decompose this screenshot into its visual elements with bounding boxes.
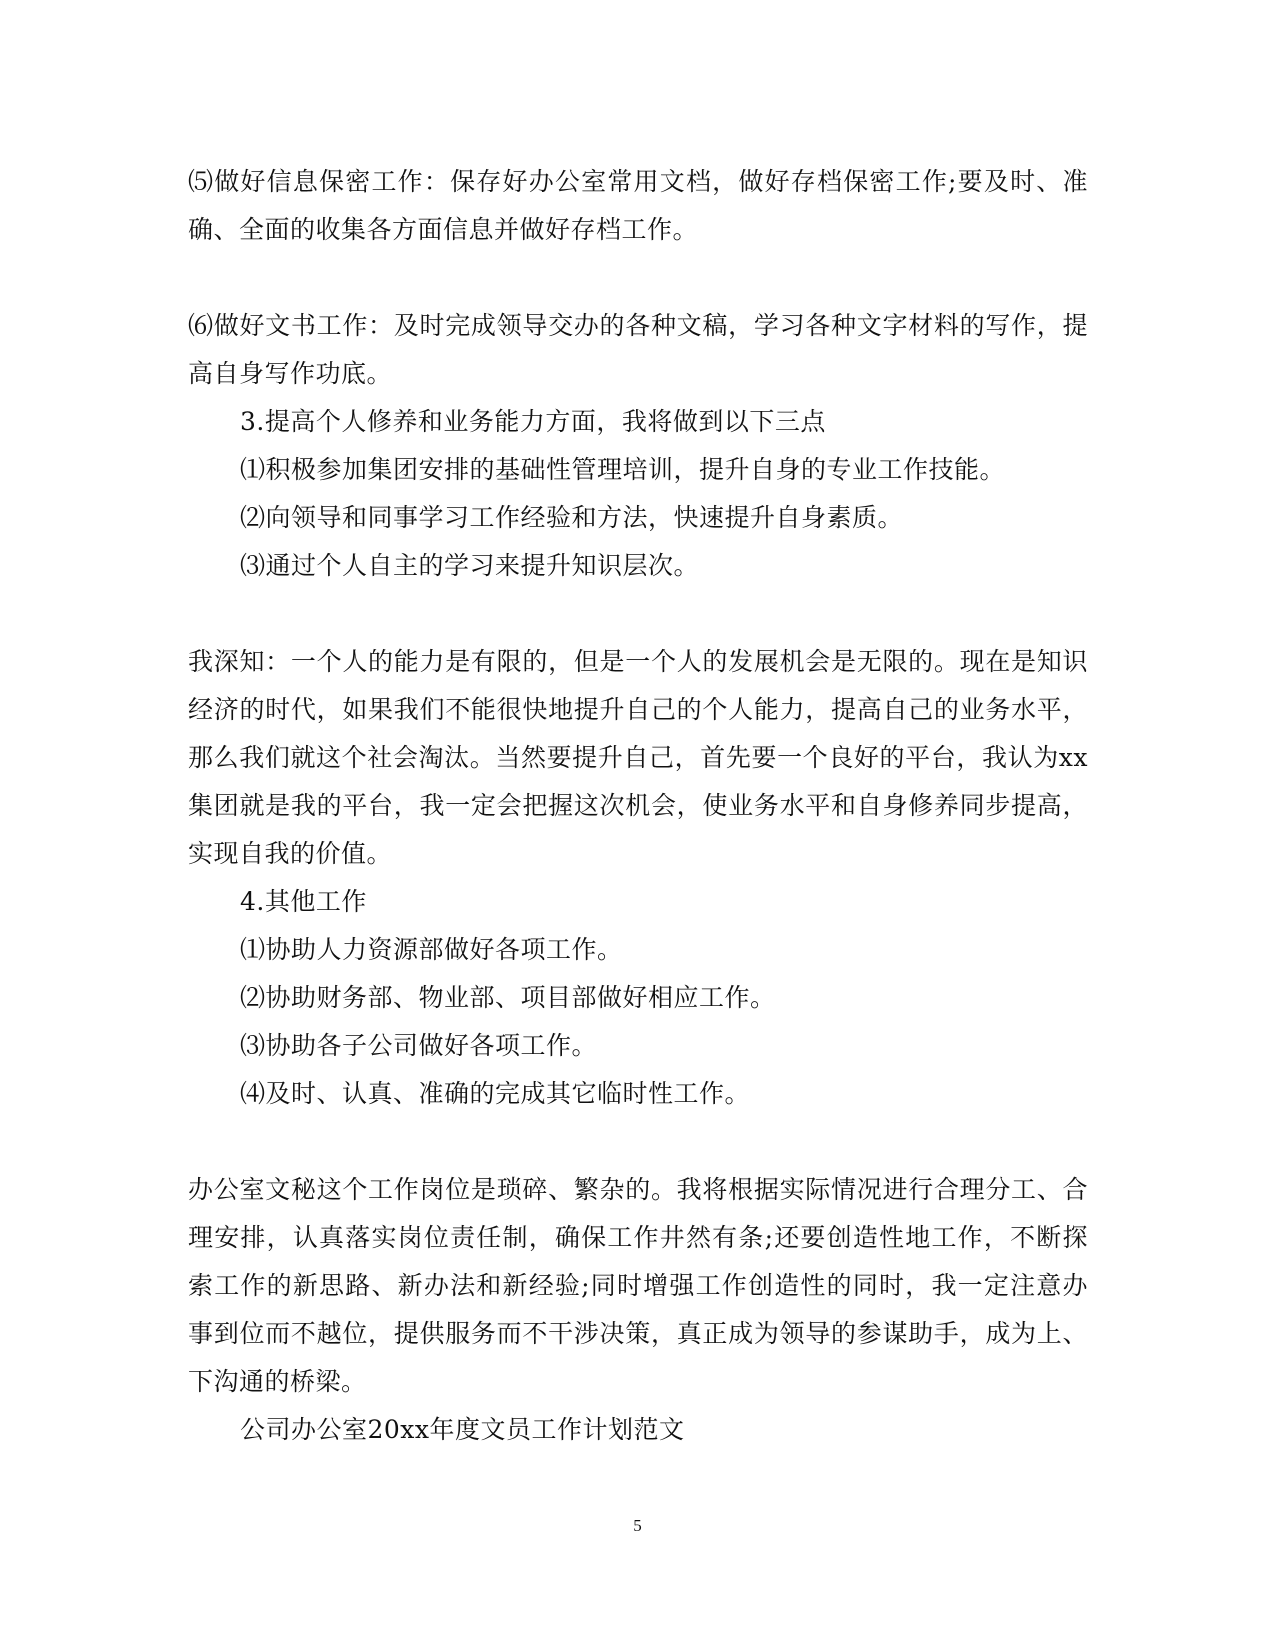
- list-item: ⑴积极参加集团安排的基础性管理培训，提升自身的专业工作技能。: [240, 455, 1006, 484]
- paragraph-clerical-work: ⑹做好文书工作：及时完成领导交办的各种文稿，学习各种文字材料的写作，提高自身写作功底。: [188, 311, 1088, 388]
- paragraph-info-confidentiality: ⑸做好信息保密工作：保存好办公室常用文档，做好存档保密工作;要及时、准确、全面的收集各方面信息并做好存档工作。: [188, 167, 1088, 244]
- list-item: ⑵向领导和同事学习工作经验和方法，快速提升自身素质。: [240, 503, 904, 532]
- paragraph-secretary-role: 办公室文秘这个工作岗位是琐碎、繁杂的。我将根据实际情况进行合理分工、合理安排，认真落实岗位责任制，确保工作井然有条;还要创造性地工作，不断探索工作的新思路、新办法和新经验;同时增强工作创造性的同时，我一定注意办事到位而不越位，提供服务而不干涉决策，真正成为领导的参谋助手，成为上、下沟通的桥梁。: [188, 1175, 1088, 1396]
- list-item: ⑵协助财务部、物业部、项目部做好相应工作。: [240, 983, 776, 1012]
- list-item: ⑴协助人力资源部做好各项工作。: [240, 935, 623, 964]
- page-number: 5: [633, 1516, 642, 1535]
- paragraph-gap: [188, 1118, 1088, 1166]
- list-item: ⑶协助各子公司做好各项工作。: [240, 1031, 598, 1060]
- list-item: ⑶通过个人自主的学习来提升知识层次。: [240, 551, 700, 580]
- section-heading-self-improvement: 3.提高个人修养和业务能力方面，我将做到以下三点: [240, 407, 826, 436]
- paragraph-gap: [188, 254, 1088, 302]
- document-body: [188, 158, 1088, 1454]
- list-item: ⑷及时、认真、准确的完成其它临时性工作。: [240, 1079, 751, 1108]
- paragraph-personal-reflection: 我深知：一个人的能力是有限的，但是一个人的发展机会是无限的。现在是知识经济的时代，如果我们不能很快地提升自己的个人能力，提高自己的业务水平，那么我们就这个社会淘汰。当然要提升自己，首先要一个良好的平台，我认为xx集团就是我的平台，我一定会把握这次机会，使业务水平和自身修养同步提高，实现自我的价值。: [188, 647, 1088, 868]
- paragraph-gap: [188, 590, 1088, 638]
- section-heading-other-work: 4.其他工作: [240, 887, 367, 916]
- document-subtitle: 公司办公室20xx年度文员工作计划范文: [240, 1415, 685, 1444]
